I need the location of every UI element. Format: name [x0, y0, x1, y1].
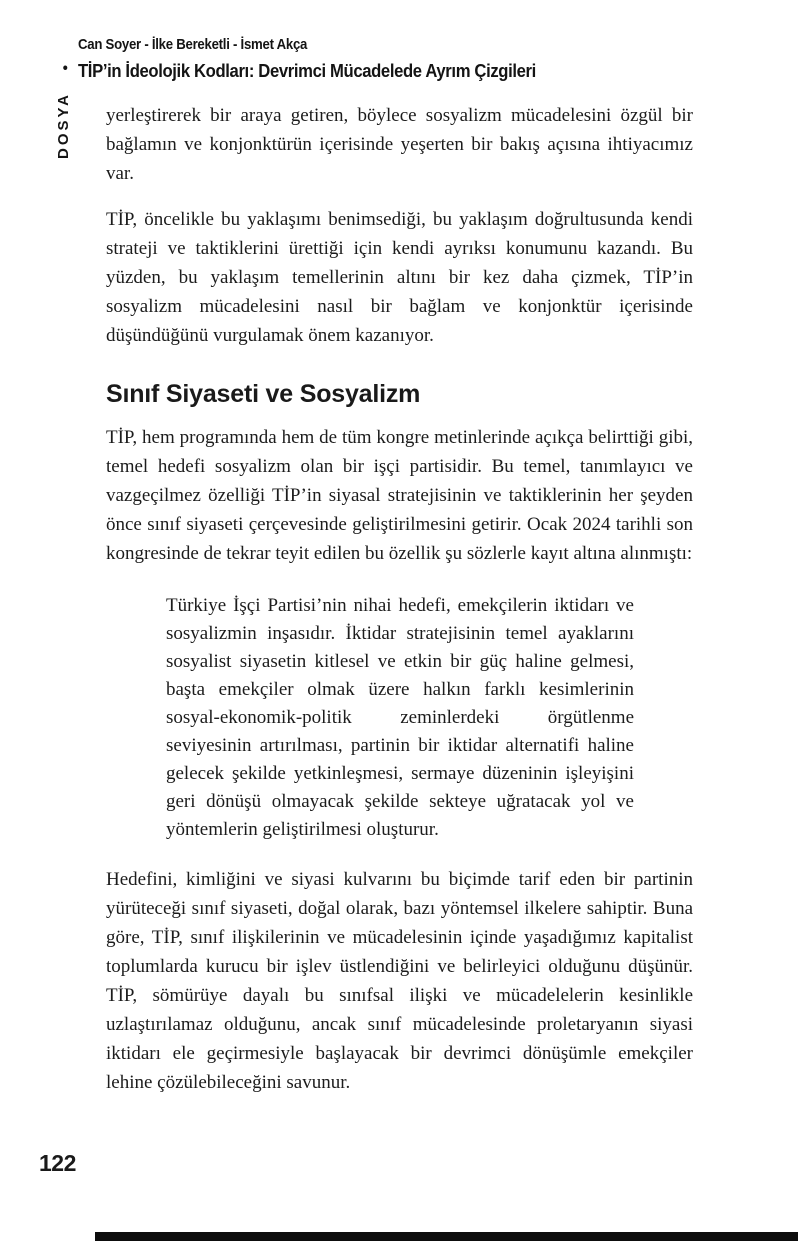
paragraph: yerleştirerek bir araya getiren, böylece sosyalizm mücadelesini özgül bir bağlamın ve konjonktürün içerisinde yeşerten bir bakış açısına ihtiyacımız var. [106, 105, 693, 184]
paragraph: Hedefini, kimliğini ve siyasi kulvarını bu biçimde tarif eden bir partinin yürüteceği sınıf siyaseti, doğal olarak, bazı yöntemsel ilkelere sahiptir. Buna göre, TİP, sınıf ilişkilerinin ve mücadelesinin içinde yaşadığımız kapitalist toplumlarda kurucu bir işlev üstlendiğini ve belirleyici olduğunu düşünür. TİP, sömürüye dayalı bu sınıfsal ilişki ve mücadelelerin kesinlikle uzlaştırılamaz olduğunu, ancak sınıf mücadelesinde proletaryanın siyasi iktidarı ele geçirmesiyle başlayacak bir devrimci dönüşümle emekçiler lehine çözülebileceğini savunur. [106, 869, 693, 1093]
bullet-marker: • [62, 60, 68, 77]
authors-line: Can Soyer - İlke Bereketli - İsmet Akça [78, 36, 308, 53]
section-heading: Sınıf Siyaseti ve Sosyalizm [106, 380, 421, 408]
body-column [106, 101, 693, 1114]
article-title-line [62, 60, 738, 82]
article-title-wrap [62, 60, 536, 82]
running-header [62, 36, 738, 82]
bottom-edge-rule [95, 1232, 798, 1241]
section-tag-vertical: DOSYA [55, 92, 72, 159]
article-title: TİP’in İdeolojik Kodları: Devrimci Mücadelede Ayrım Çizgileri [78, 60, 536, 81]
page-number: 122 [39, 1150, 76, 1176]
paragraph: TİP, hem programında hem de tüm kongre metinlerinde açıkça belirttiği gibi, temel hedefi sosyalizm olan bir işçi partisidir. Bu temel, tanımlayıcı ve vazgeçilmez özelliği TİP’in siyasal stratejisinin ve taktiklerinin her şeyden önce sınıf siyaseti çerçevesinde geliştirilmesini getirir. Ocak 2024 tarihli son kongresinde de tekrar teyit edilen bu özellik şu sözlerle kayıt altına alınmıştı: [106, 427, 693, 564]
paragraph: TİP, öncelikle bu yaklaşımı benimsediği, bu yaklaşım doğrultusunda kendi strateji ve taktiklerini ürettiği için kendi ayrıksı konumunu kazandı. Bu yüzden, bu yaklaşım temellerinin altını bir kez daha çizmek, TİP’in sosyalizm mücadelesini nasıl bir bağlam ve konjonktür içerisinde düşündüğünü vurgulamak önem kazanıyor. [106, 209, 693, 346]
blockquote: Türkiye İşçi Partisi’nin nihai hedefi, emekçilerin iktidarı ve sosyalizmin inşasıdır. İktidar stratejisinin temel ayaklarını sosyalist siyasetin kitlesel ve etkin bir güç haline gelmesi, başta emekçiler olmak üzere halkın farklı kesimlerinin sosyal-ekonomik-politik zeminlerdeki örgütlenme seviyesinin artırılması, partinin bir iktidar alternatifi haline gelecek şekilde yetkinleşmesi, sermaye düzeninin işleyişini geri dönüşü olmayacak şekilde sekteye uğratacak yol ve yöntemlerin geliştirilmesi oluşturur. [166, 595, 634, 840]
